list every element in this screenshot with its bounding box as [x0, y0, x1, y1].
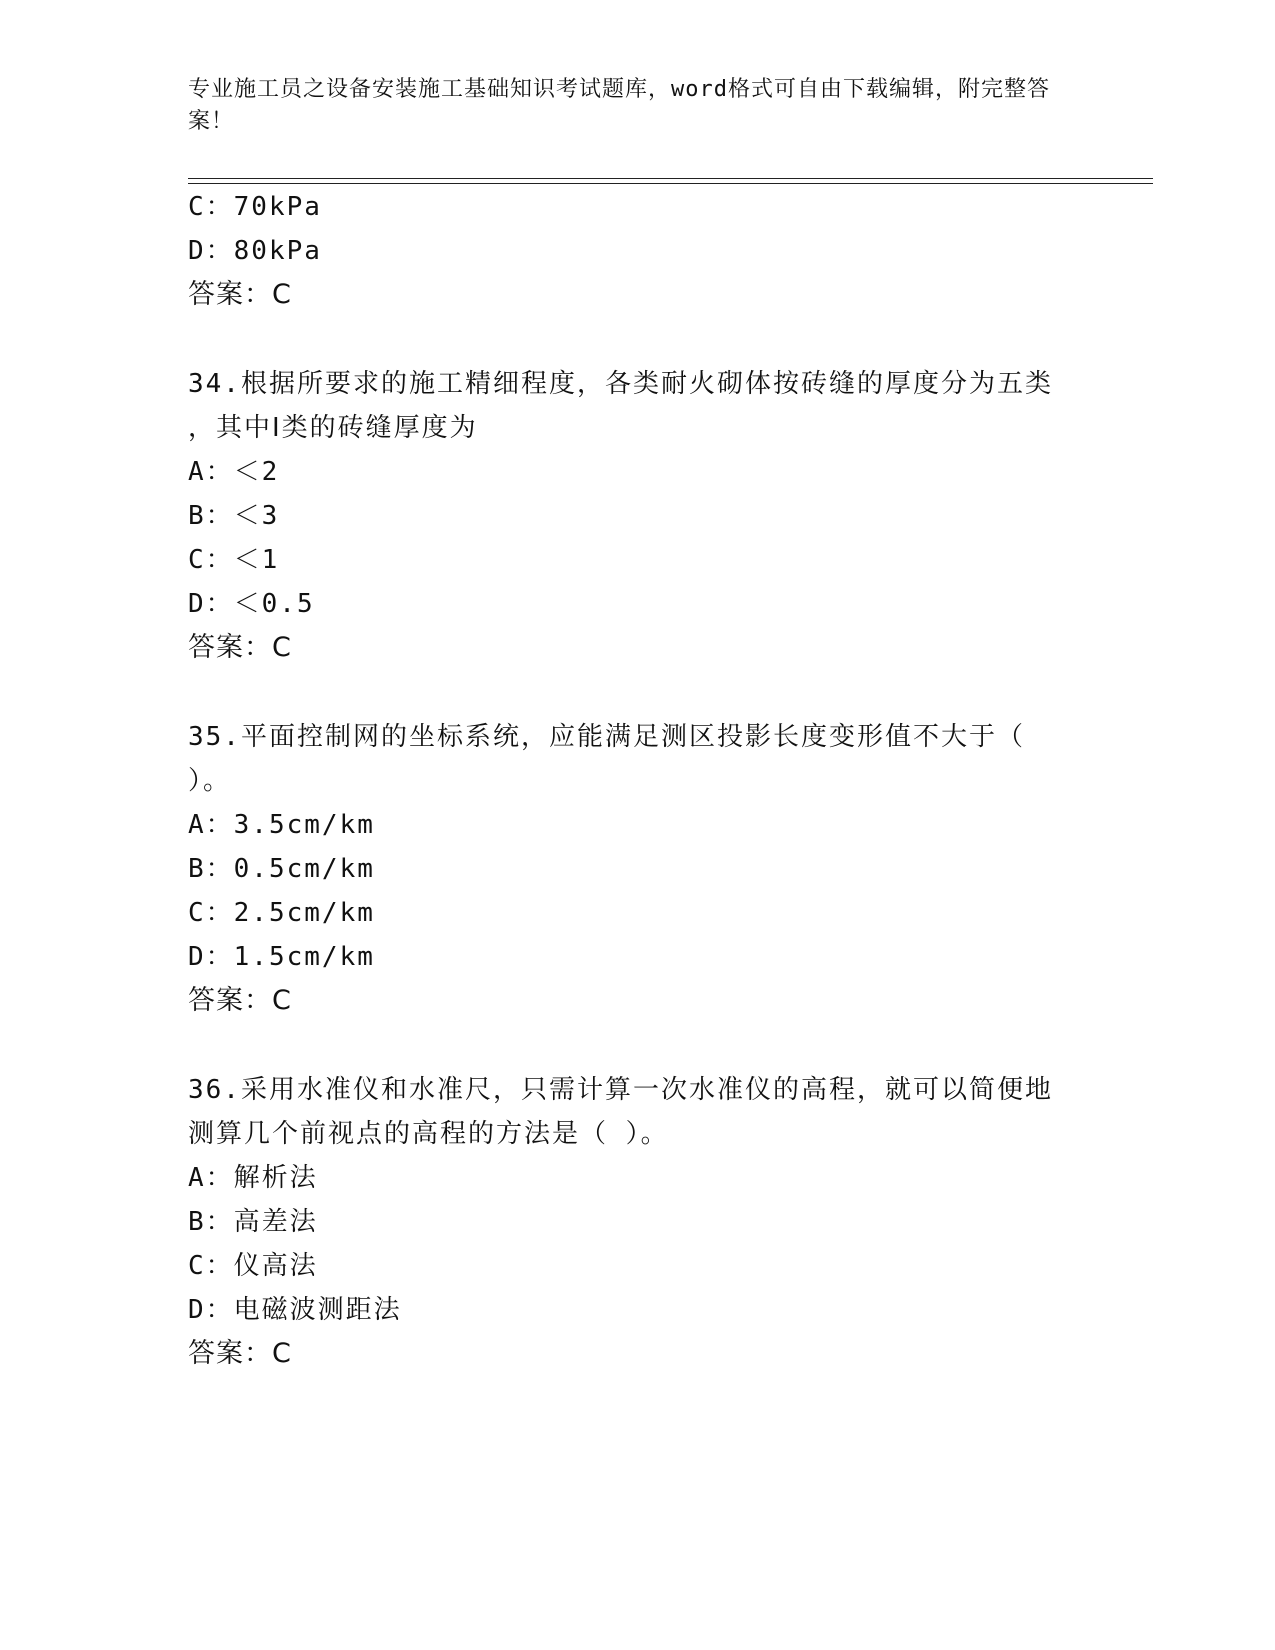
question-35-stem-line-2: ）。 — [188, 766, 232, 796]
question-34-option-d: D：＜0.5 — [188, 589, 315, 619]
question-34-stem-line-1: 34.根据所要求的施工精细程度，各类耐火砌体按砖缝的厚度分为五类 — [188, 369, 1053, 399]
question-35-answer: 答案：C — [188, 985, 292, 1016]
question-35-option-d: D：1.5cm/km — [188, 942, 375, 972]
question-36-option-b: B：高差法 — [188, 1207, 318, 1237]
answer-line: 答案：C — [188, 279, 292, 310]
question-35-option-a: A：3.5cm/km — [188, 810, 375, 840]
header-divider-top — [188, 178, 1153, 179]
question-36-answer: 答案：C — [188, 1338, 292, 1369]
option-d: D：80kPa — [188, 236, 322, 266]
question-36-option-d: D：电磁波测距法 — [188, 1295, 402, 1325]
question-36-stem-line-1: 36.采用水准仪和水准尺，只需计算一次水准仪的高程，就可以简便地 — [188, 1075, 1053, 1105]
question-35-stem-line-1: 35.平面控制网的坐标系统，应能满足测区投影长度变形值不大于（ — [188, 722, 1025, 752]
question-34-option-c: C：＜1 — [188, 545, 280, 575]
question-34-stem-line-2: ，其中Ⅰ类的砖缝厚度为 — [188, 413, 478, 443]
question-34-answer: 答案：C — [188, 632, 292, 663]
option-c: C：70kPa — [188, 192, 322, 222]
question-34-option-b: B：＜3 — [188, 501, 280, 531]
page-header-title: 专业施工员之设备安装施工基础知识考试题库，word格式可自由下载编辑，附完整答案！ — [188, 77, 1050, 134]
question-36-stem-line-2: 测算几个前视点的高程的方法是（ ）。 — [188, 1119, 669, 1149]
question-36-option-a: A：解析法 — [188, 1163, 318, 1193]
question-35-option-b: B：0.5cm/km — [188, 854, 375, 884]
header-divider-bottom — [188, 183, 1153, 184]
question-36-option-c: C：仪高法 — [188, 1251, 318, 1281]
question-34-option-a: A：＜2 — [188, 457, 280, 487]
question-35-option-c: C：2.5cm/km — [188, 898, 375, 928]
